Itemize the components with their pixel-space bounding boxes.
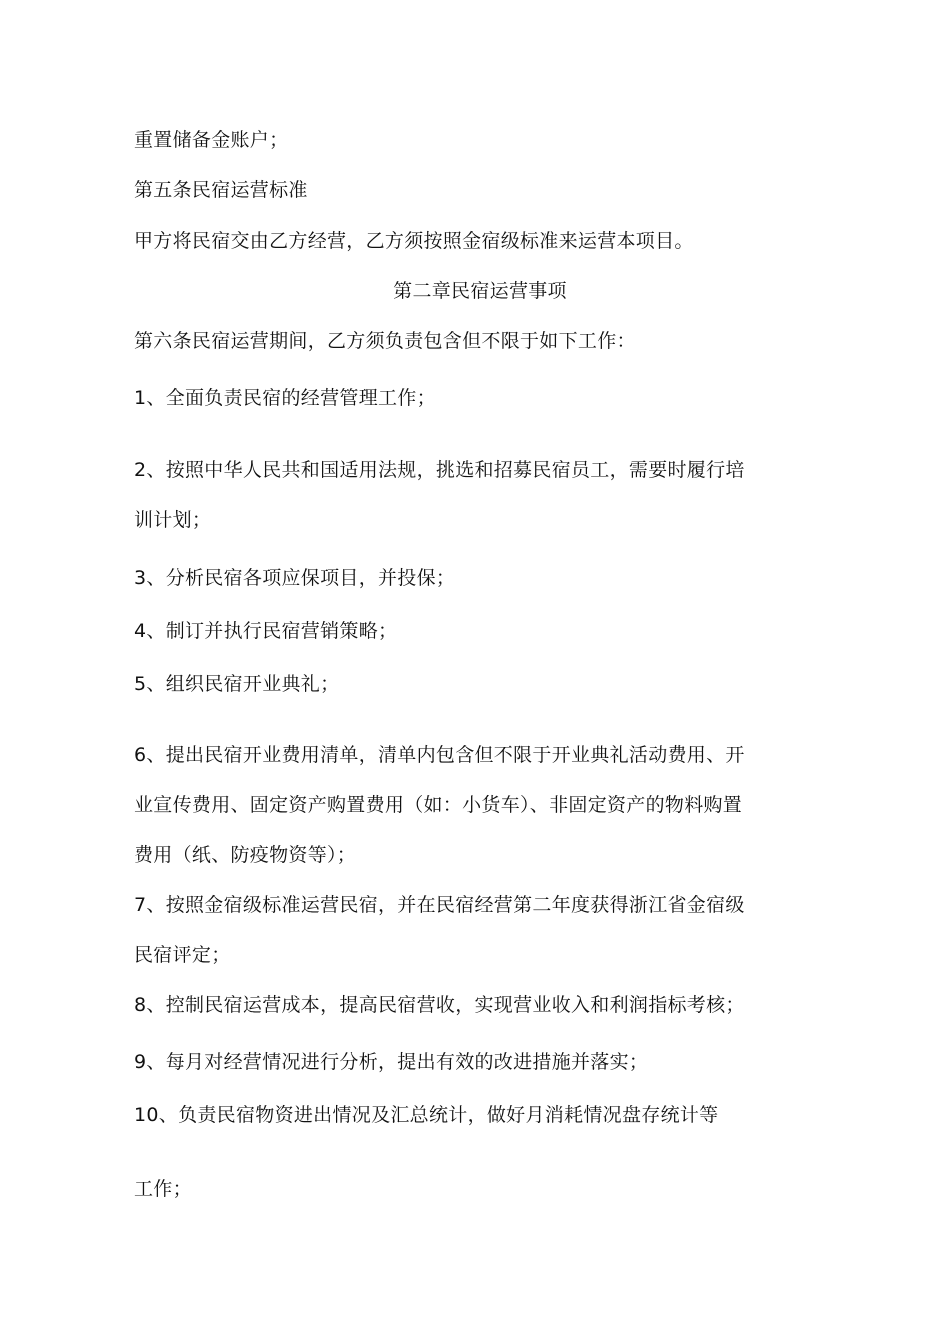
list-item-3: 3、分析民宿各项应保项目，并投保； [134, 567, 456, 589]
list-item-1: 1、全面负责民宿的经营管理工作； [134, 387, 436, 409]
list-item-6-line-2: 业宣传费用、固定资产购置费用（如：小货车）、非固定资产的物料购置 [134, 794, 743, 816]
list-item-10-line-2: 工作； [134, 1178, 192, 1200]
article-5-body: 甲方将民宿交由乙方经营，乙方须按照金宿级标准来运营本项目。 [134, 230, 694, 252]
list-item-6-line-3: 费用（纸、防疫物资等）； [134, 844, 357, 866]
list-item-2-line-1: 2、按照中华人民共和国适用法规，挑选和招募民宿员工，需要时履行培 [134, 459, 745, 481]
list-item-2-line-2: 训计划； [134, 509, 212, 531]
text-line-reserve-account: 重置储备金账户； [134, 129, 289, 151]
list-item-8: 8、控制民宿运营成本，提高民宿营收，实现营业收入和利润指标考核； [134, 994, 745, 1016]
list-item-6-line-1: 6、提出民宿开业费用清单，清单内包含但不限于开业典礼活动费用、开 [134, 744, 745, 766]
article-5-heading: 第五条民宿运营标准 [134, 179, 308, 201]
list-item-7-line-2: 民宿评定； [134, 944, 231, 966]
list-item-7-line-1: 7、按照金宿级标准运营民宿，并在民宿经营第二年度获得浙江省金宿级 [134, 894, 745, 916]
list-item-10-line-1: 10、负责民宿物资进出情况及汇总统计，做好月消耗情况盘存统计等 [134, 1104, 719, 1126]
chapter-2-title: 第二章民宿运营事项 [393, 280, 567, 302]
list-item-4: 4、制订并执行民宿营销策略； [134, 620, 398, 642]
list-item-5: 5、组织民宿开业典礼； [134, 673, 340, 695]
article-6-heading: 第六条民宿运营期间，乙方须负责包含但不限于如下工作： [134, 330, 636, 352]
list-item-9: 9、每月对经营情况进行分析，提出有效的改进措施并落实； [134, 1051, 649, 1073]
